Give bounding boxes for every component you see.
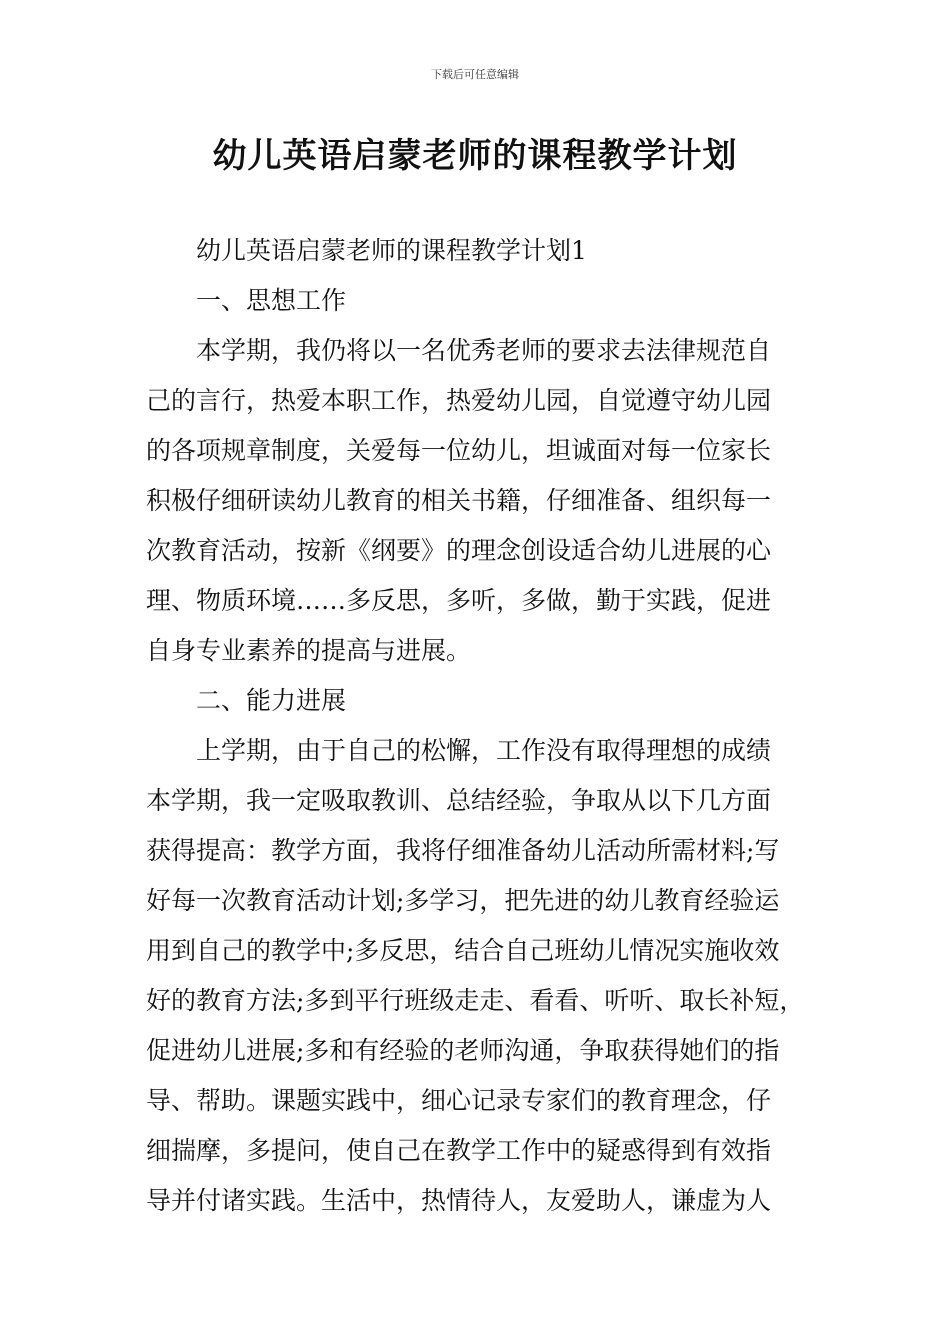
paragraph-line: 次教育活动，按新《纲要》的理念创设适合幼儿进展的心 bbox=[146, 536, 772, 565]
document-body bbox=[146, 226, 806, 1226]
paragraph-line: 上学期，由于自己的松懈，工作没有取得理想的成绩 bbox=[196, 736, 772, 765]
paragraph-line: 本学期，我仍将以一名优秀老师的要求去法律规范自 bbox=[196, 336, 772, 365]
paragraph-line: 理、物质环境……多反思，多听，多做，勤于实践，促进 bbox=[146, 586, 772, 615]
paragraph-line: 用到自己的教学中;多反思，结合自己班幼儿情况实施收效 bbox=[146, 936, 780, 965]
paragraph-line: 的各项规章制度，关爱每一位幼儿，坦诚面对每一位家长 bbox=[146, 436, 772, 465]
paragraph-line: 细揣摩，多提问，使自己在教学工作中的疑惑得到有效指 bbox=[146, 1136, 772, 1165]
paragraph-line: 导、帮助。课题实践中，细心记录专家们的教育理念，仔 bbox=[146, 1086, 772, 1115]
section-subtitle: 幼儿英语启蒙老师的课程教学计划1 bbox=[196, 236, 587, 265]
document-title: 幼儿英语启蒙老师的课程教学计划 bbox=[212, 136, 738, 176]
paragraph-line: 己的言行，热爱本职工作，热爱幼儿园，自觉遵守幼儿园 bbox=[146, 386, 772, 415]
page-header-note: 下载后可任意编辑 bbox=[431, 68, 519, 81]
paragraph-line: 好的教育方法;多到平行班级走走、看看、听听、取长补短， bbox=[146, 986, 805, 1015]
section-heading-2: 二、能力进展 bbox=[196, 686, 347, 715]
paragraph-line: 促进幼儿进展;多和有经验的老师沟通，争取获得她们的指 bbox=[146, 1036, 780, 1065]
paragraph-line: 获得提高：教学方面，我将仔细准备幼儿活动所需材料;写 bbox=[146, 836, 780, 865]
paragraph-line: 本学期，我一定吸取教训、总结经验，争取从以下几方面 bbox=[146, 786, 772, 815]
paragraph-line: 积极仔细研读幼儿教育的相关书籍，仔细准备、组织每一 bbox=[146, 486, 772, 515]
section-heading-1: 一、思想工作 bbox=[196, 286, 347, 315]
paragraph-line: 导并付诸实践。生活中，热情待人，友爱助人，谦虚为人 bbox=[146, 1186, 772, 1215]
paragraph-line: 自身专业素养的提高与进展。 bbox=[146, 636, 472, 665]
paragraph-line: 好每一次教育活动计划;多学习，把先进的幼儿教育经验运 bbox=[146, 886, 780, 915]
